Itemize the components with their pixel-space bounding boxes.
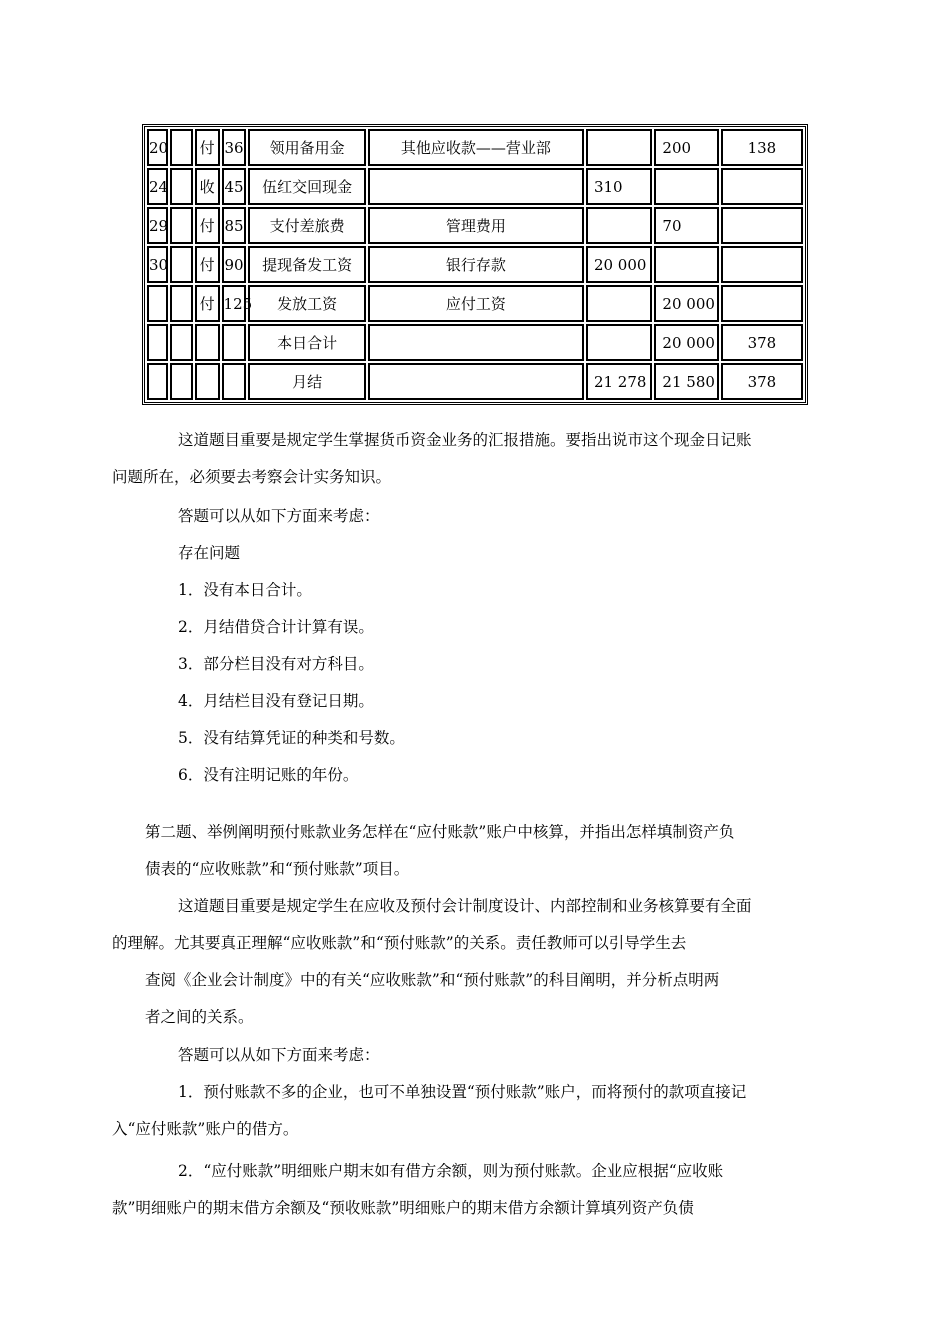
cell-account: 银行存款 (368, 246, 584, 283)
cell-credit: 21 580 (654, 363, 718, 400)
cell-day (147, 285, 168, 322)
text-line: 入“应付账款”账户的借方。 (112, 1120, 299, 1138)
cell-type: 付 (195, 285, 220, 322)
cell-no: 90 (222, 246, 247, 283)
cell-day: 20 (147, 129, 168, 166)
text-line: 者之间的关系。 (145, 1008, 254, 1026)
cell-credit: 20 000 (654, 324, 718, 361)
issue-item: 1．没有本日合计。 (178, 581, 312, 599)
answer-2 (112, 1153, 810, 1227)
issue-item: 4．月结栏目没有登记日期。 (178, 692, 374, 710)
cell-day (147, 324, 168, 361)
cell-debit: 310 (586, 168, 652, 205)
cell-credit: 20 000 (654, 285, 718, 322)
cell-summary: 支付差旅费 (248, 207, 365, 244)
cell-day: 29 (147, 207, 168, 244)
cell-type (195, 324, 220, 361)
paragraph-1 (112, 422, 810, 496)
cell-credit: 200 (654, 129, 718, 166)
table-body (147, 129, 803, 400)
cell-type: 收 (195, 168, 220, 205)
cell-no: 36 (222, 129, 247, 166)
cell-type: 付 (195, 129, 220, 166)
cell-blank (170, 363, 193, 400)
table-row (147, 207, 803, 244)
cell-summary: 伍红交回现金 (248, 168, 365, 205)
cell-type (195, 363, 220, 400)
issue-item: 3．部分栏目没有对方科目。 (178, 655, 374, 673)
cell-blank (170, 129, 193, 166)
issue-item: 5．没有结算凭证的种类和号数。 (178, 729, 405, 747)
issue-item: 6．没有注明记账的年份。 (178, 766, 359, 784)
answer-intro-2: 答题可以从如下方面来考虑： (178, 1046, 380, 1064)
cell-summary: 发放工资 (248, 285, 365, 322)
text-line: 问题所在，必须要去考察会计实务知识。 (112, 468, 392, 486)
text-line: 这道题目重要是规定学生掌握货币资金业务的汇报措施。要指出说市这个现金日记账 (178, 431, 752, 449)
issue-item: 2．月结借贷合计计算有误。 (178, 618, 374, 636)
text-line: 债表的“应收账款”和“预付账款”项目。 (145, 860, 410, 878)
cell-no: 125 (222, 285, 247, 322)
table-row (147, 324, 803, 361)
cell-debit (586, 129, 652, 166)
cell-blank (170, 207, 193, 244)
cell-day: 30 (147, 246, 168, 283)
cell-blank (170, 168, 193, 205)
cell-balance: 378 (721, 363, 803, 400)
cell-account: 应付工资 (368, 285, 584, 322)
cell-debit (586, 324, 652, 361)
table-row (147, 285, 803, 322)
cell-balance (721, 207, 803, 244)
cell-balance (721, 246, 803, 283)
cell-type: 付 (195, 207, 220, 244)
text-line: 1．预付账款不多的企业，也可不单独设置“预付账款”账户，而将预付的款项直接记 (178, 1083, 747, 1101)
cell-summary: 月结 (248, 363, 365, 400)
cell-summary: 领用备用金 (248, 129, 365, 166)
cell-day (147, 363, 168, 400)
table-row (147, 363, 803, 400)
table-row (147, 246, 803, 283)
cell-day: 24 (147, 168, 168, 205)
cell-balance (721, 285, 803, 322)
cell-account (368, 324, 584, 361)
cell-blank (170, 285, 193, 322)
cell-no: 45 (222, 168, 247, 205)
text-line: 查阅《企业会计制度》中的有关“应收账款”和“预付账款”的科目阐明，并分析点明两 (145, 971, 720, 989)
cell-account (368, 168, 584, 205)
cell-balance: 378 (721, 324, 803, 361)
cell-debit: 20 000 (586, 246, 652, 283)
text-line: 2．“应付账款”明细账户期末如有借方余额，则为预付账款。企业应根据“应收账 (178, 1162, 724, 1180)
answer-intro: 答题可以从如下方面来考虑： (178, 507, 380, 525)
cell-balance (721, 168, 803, 205)
paragraph-4 (112, 888, 810, 1036)
cell-blank (170, 246, 193, 283)
cell-credit (654, 246, 718, 283)
cell-no: 85 (222, 207, 247, 244)
cell-account: 其他应收款——营业部 (368, 129, 584, 166)
cell-debit (586, 285, 652, 322)
cell-debit: 21 278 (586, 363, 652, 400)
cell-summary: 本日合计 (248, 324, 365, 361)
question-2 (145, 814, 810, 888)
cell-summary: 提现备发工资 (248, 246, 365, 283)
text-line: 第二题、举例阐明预付账款业务怎样在“应付账款”账户中核算，并指出怎样填制资产负 (145, 823, 735, 841)
cell-account (368, 363, 584, 400)
issues-heading: 存在问题 (178, 544, 241, 562)
cell-no (222, 324, 247, 361)
cell-type: 付 (195, 246, 220, 283)
answer-1 (112, 1074, 810, 1148)
cell-debit (586, 207, 652, 244)
cell-blank (170, 324, 193, 361)
table-row (147, 129, 803, 166)
cash-journal-table (142, 124, 808, 405)
cell-credit: 70 (654, 207, 718, 244)
cell-credit (654, 168, 718, 205)
cell-no (222, 363, 247, 400)
text-line: 这道题目重要是规定学生在应收及预付会计制度设计、内部控制和业务核算要有全面 (178, 897, 752, 915)
text-line: 款”明细账户的期末借方余额及“预收账款”明细账户的期末借方余额计算填列资产负债 (112, 1199, 694, 1217)
table-row (147, 168, 803, 205)
text-line: 的理解。尤其要真正理解“应收账款”和“预付账款”的关系。责任教师可以引导学生去 (112, 934, 687, 952)
cell-account: 管理费用 (368, 207, 584, 244)
cell-balance: 138 (721, 129, 803, 166)
